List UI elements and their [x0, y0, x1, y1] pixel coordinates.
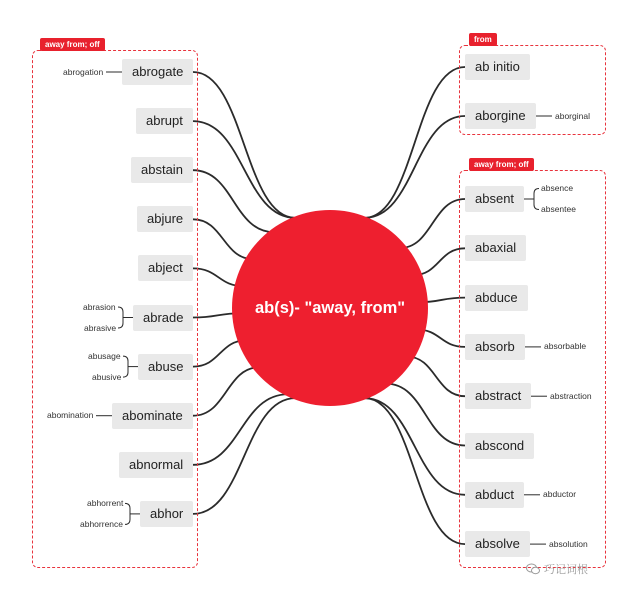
word-node-abominate[interactable]: abominate [112, 403, 193, 429]
derivative-absorbable[interactable]: absorbable [544, 341, 587, 352]
word-node-abrupt[interactable]: abrupt [136, 108, 193, 134]
edge-abrupt [193, 121, 295, 218]
edge-ab-initio [365, 67, 465, 218]
derivative-abductor[interactable]: abductor [543, 489, 577, 500]
edge-absent [400, 199, 465, 248]
derivative-abusive[interactable]: abusive [92, 371, 122, 382]
derivative-absence[interactable]: absence [541, 183, 574, 193]
group-right-tag: away from; off [469, 158, 534, 171]
edge-abrogate [193, 72, 295, 218]
derivative-abrasion[interactable]: abrasion [83, 301, 116, 312]
word-node-abject[interactable]: abject [138, 255, 193, 281]
word-node-absent[interactable]: absent [465, 186, 524, 212]
derivative-abomination[interactable]: abomination [47, 410, 94, 421]
word-node-abjure[interactable]: abjure [137, 206, 193, 232]
derivative-abrasive[interactable]: abrasive [84, 322, 117, 333]
word-node-abrogate[interactable]: abrogate [122, 59, 193, 85]
word-node-abduct[interactable]: abduct [465, 482, 524, 508]
word-node-abrade[interactable]: abrade [133, 305, 193, 331]
word-node-abhor[interactable]: abhor [140, 501, 193, 527]
derivative-abhorrence[interactable]: abhorrence [80, 518, 124, 529]
derivative-absolution[interactable]: absolution [549, 538, 588, 549]
watermark [526, 561, 588, 577]
edge-abominate [193, 367, 260, 415]
word-node-aborgine[interactable]: aborgine [465, 103, 536, 129]
word-node-abstain[interactable]: abstain [131, 157, 193, 183]
watermark-text: 巧记词根 [544, 564, 588, 576]
derivative-absentee[interactable]: absentee [541, 204, 576, 214]
edge-abjure [193, 219, 254, 259]
group-right [459, 170, 606, 568]
group-left-tag: away from; off [40, 38, 105, 51]
word-node-abscond[interactable]: abscond [465, 433, 534, 459]
edge-absolve [365, 398, 465, 544]
root-label: ab(s)- "away, from" [254, 298, 406, 317]
derivative-abusage[interactable]: abusage [88, 350, 121, 361]
chat-bubble-icon [526, 563, 540, 575]
word-node-abnormal[interactable]: abnormal [119, 452, 193, 478]
edge-abnormal [193, 394, 288, 465]
edge-abstract [407, 357, 465, 397]
word-node-abaxial[interactable]: abaxial [465, 235, 526, 261]
word-node-abduce[interactable]: abduce [465, 285, 528, 311]
root-node[interactable] [232, 210, 428, 406]
derivative-abstraction[interactable]: abstraction [550, 390, 592, 401]
word-node-ab-initio[interactable]: ab initio [465, 54, 530, 80]
edge-abduct [365, 398, 465, 495]
derivative-abrogation[interactable]: abrogation [63, 66, 104, 77]
word-node-absolve[interactable]: absolve [465, 531, 530, 557]
derivative-abhorrent[interactable]: abhorrent [87, 497, 124, 508]
group-top-right-tag: from [469, 33, 497, 46]
word-node-absorb[interactable]: absorb [465, 334, 525, 360]
edge-abhor [193, 398, 295, 514]
word-node-abstract[interactable]: abstract [465, 383, 531, 409]
word-node-abuse[interactable]: abuse [138, 354, 193, 380]
derivative-aborginal[interactable]: aborginal [555, 110, 590, 121]
